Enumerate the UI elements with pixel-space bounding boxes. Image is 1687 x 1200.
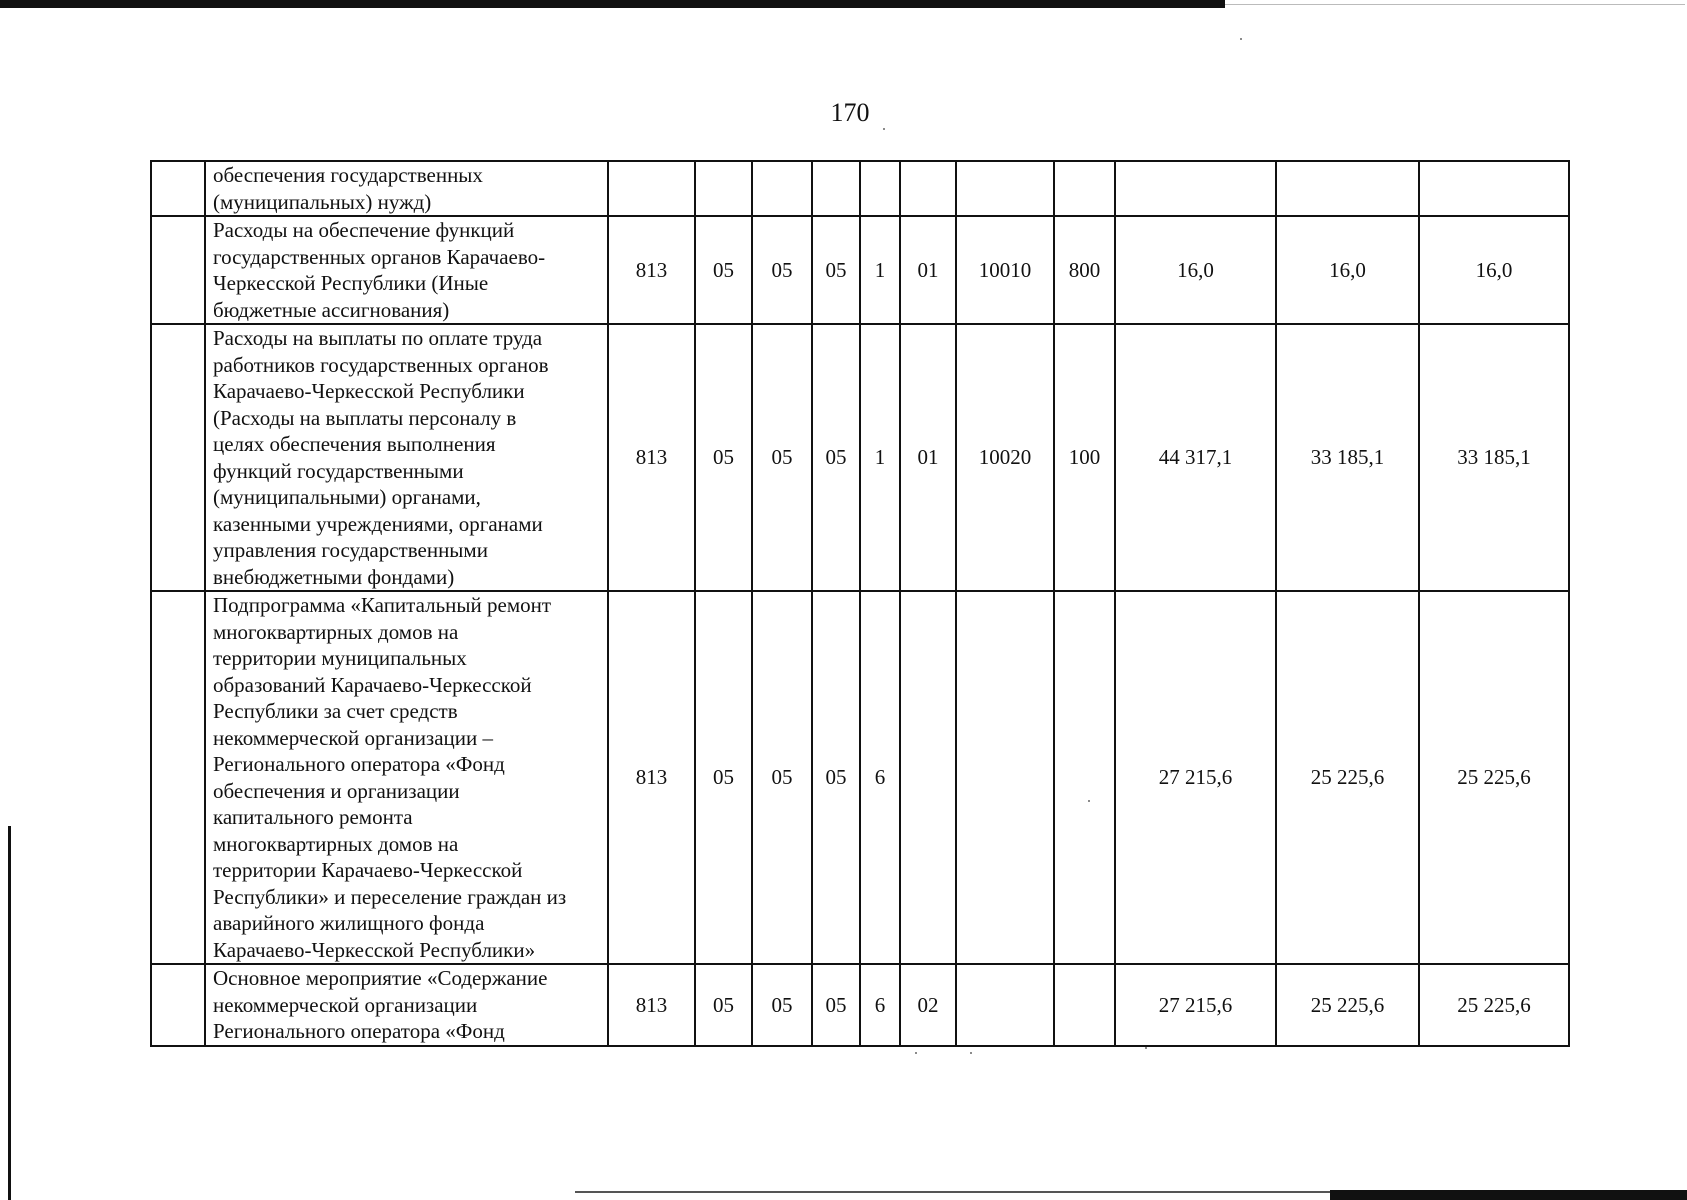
row-number-cell [151, 591, 205, 964]
amount-year2-cell: 16,0 [1276, 216, 1419, 324]
expense-type-cell [1054, 161, 1115, 216]
row-number-cell [151, 216, 205, 324]
amount-year3-cell: 33 185,1 [1419, 324, 1569, 591]
amount-year1-cell: 44 317,1 [1115, 324, 1276, 591]
amount-year1-cell: 16,0 [1115, 216, 1276, 324]
admin-code-cell [608, 161, 695, 216]
admin-code-cell: 813 [608, 591, 695, 964]
subsection-code-cell: 05 [752, 591, 812, 964]
subsection-code-cell: 05 [752, 216, 812, 324]
table-row [151, 324, 1569, 591]
scan-edge-left [8, 826, 11, 1200]
scan-speck [915, 1052, 917, 1054]
amount-year2-cell: 25 225,6 [1276, 964, 1419, 1046]
description-cell: обеспечения государственных (муниципальных) нужд) [205, 161, 608, 216]
amount-year1-cell: 27 215,6 [1115, 591, 1276, 964]
admin-code-cell: 813 [608, 324, 695, 591]
subsection-code-cell [752, 161, 812, 216]
budget-table [150, 160, 1570, 1047]
section-code-cell: 05 [695, 591, 752, 964]
section-code-cell: 05 [695, 964, 752, 1046]
amount-year1-cell: 27 215,6 [1115, 964, 1276, 1046]
event-code-cell: 01 [900, 216, 956, 324]
section-code-cell [695, 161, 752, 216]
subprogram-code-cell [860, 161, 900, 216]
subprogram-code-cell: 6 [860, 964, 900, 1046]
scan-speck [1240, 38, 1242, 40]
amount-year1-cell [1115, 161, 1276, 216]
scan-edge-top-fade [1225, 4, 1685, 5]
scan-speck [970, 1052, 972, 1054]
direction-code-cell: 10020 [956, 324, 1054, 591]
table-row [151, 216, 1569, 324]
amount-year3-cell: 25 225,6 [1419, 964, 1569, 1046]
amount-year3-cell: 16,0 [1419, 216, 1569, 324]
direction-code-cell [956, 964, 1054, 1046]
subprogram-code-cell: 1 [860, 324, 900, 591]
event-code-cell [900, 161, 956, 216]
scan-edge-top [0, 0, 1225, 8]
direction-code-cell [956, 591, 1054, 964]
row-number-cell [151, 324, 205, 591]
admin-code-cell: 813 [608, 216, 695, 324]
description-cell: Расходы на выплаты по оплате труда работников государственных органов Карачаево-Черкесской Республики (Расходы на выплаты персоналу в целях обеспечения выполнения функций государственными (муниципальными) органами, казенными учреждениями, органами управления государственными внебюджетными фондами) [205, 324, 608, 591]
table-row [151, 161, 1569, 216]
amount-year2-cell: 33 185,1 [1276, 324, 1419, 591]
program-code-cell: 05 [812, 964, 860, 1046]
table-row [151, 591, 1569, 964]
subprogram-code-cell: 1 [860, 216, 900, 324]
amount-year3-cell: 25 225,6 [1419, 591, 1569, 964]
scan-speck [883, 128, 885, 130]
amount-year2-cell: 25 225,6 [1276, 591, 1419, 964]
expense-type-cell [1054, 591, 1115, 964]
scan-speck [1145, 1047, 1147, 1049]
section-code-cell: 05 [695, 324, 752, 591]
section-code-cell: 05 [695, 216, 752, 324]
page-number: 170 [830, 98, 870, 127]
program-code-cell: 05 [812, 216, 860, 324]
program-code-cell [812, 161, 860, 216]
direction-code-cell [956, 161, 1054, 216]
program-code-cell: 05 [812, 591, 860, 964]
subprogram-code-cell: 6 [860, 591, 900, 964]
description-cell: Подпрограмма «Капитальный ремонт многоквартирных домов на территории муниципальных образований Карачаево-Черкесской Республики за счет средств некоммерческой организации – Регионального оператора «Фонд обеспечения и организации капитального ремонта многоквартирных домов на территории Карачаево-Черкесской Республики» и переселение граждан из аварийного жилищного фонда Карачаево-Черкесской Республики» [205, 591, 608, 964]
expense-type-cell: 800 [1054, 216, 1115, 324]
event-code-cell [900, 591, 956, 964]
description-cell: Расходы на обеспечение функций государственных органов Карачаево- Черкесской Республики (Иные бюджетные ассигнования) [205, 216, 608, 324]
expense-type-cell: 100 [1054, 324, 1115, 591]
table-row [151, 964, 1569, 1046]
event-code-cell: 02 [900, 964, 956, 1046]
row-number-cell [151, 964, 205, 1046]
description-cell: Основное мероприятие «Содержание некоммерческой организации Регионального оператора «Фонд [205, 964, 608, 1046]
scan-edge-bottom [1330, 1190, 1687, 1200]
direction-code-cell: 10010 [956, 216, 1054, 324]
subsection-code-cell: 05 [752, 324, 812, 591]
event-code-cell: 01 [900, 324, 956, 591]
subsection-code-cell: 05 [752, 964, 812, 1046]
expense-type-cell [1054, 964, 1115, 1046]
scan-edge-bottom-line [575, 1191, 1335, 1193]
program-code-cell: 05 [812, 324, 860, 591]
amount-year2-cell [1276, 161, 1419, 216]
admin-code-cell: 813 [608, 964, 695, 1046]
amount-year3-cell [1419, 161, 1569, 216]
row-number-cell [151, 161, 205, 216]
